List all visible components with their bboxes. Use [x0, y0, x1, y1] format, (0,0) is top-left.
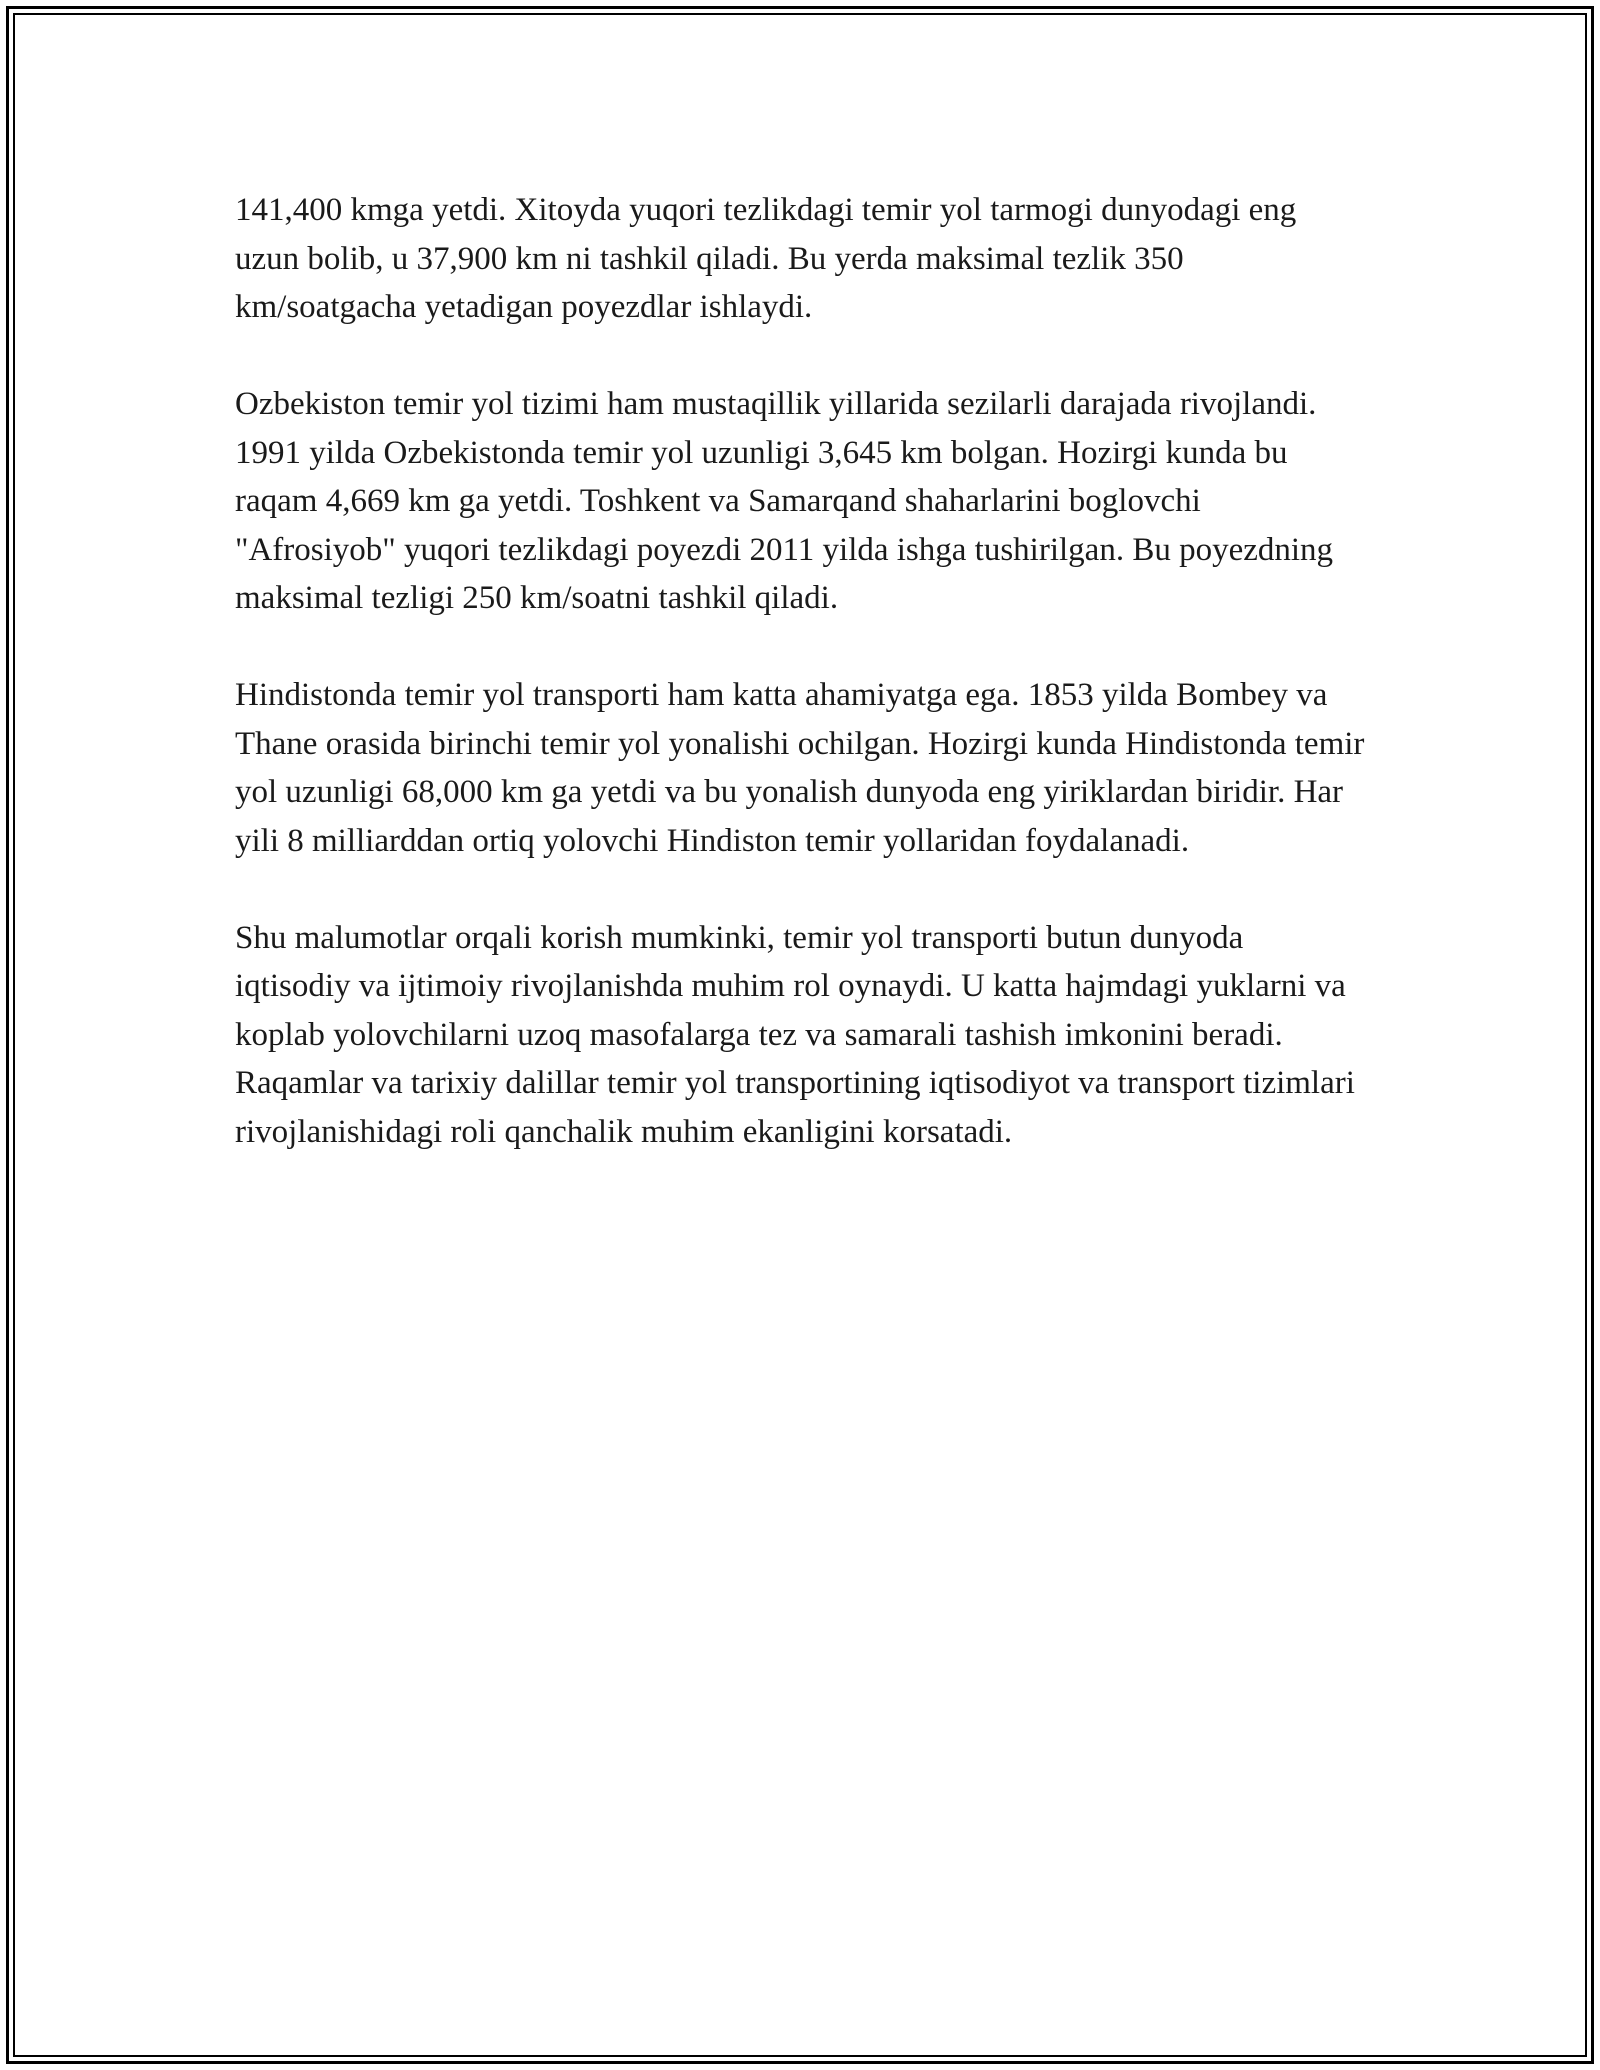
- paragraph-uzbekistan-railways: Ozbekiston temir yol tizimi ham mustaqillik yillarida sezilarli darajada rivojlandi. 1991 yilda Ozbekistonda temir yol uzunligi 3,645 km bolgan. Hozirgi kunda bu raqam 4,669 km ga yetdi. Toshkent va Samarqand shaharlarini boglovchi "Afrosiyob" yuqori tezlikdagi poyezdi 2011 yilda ishga tushirilgan. Bu poyezdning maksimal tezligi 250 km/soatni tashkil qiladi.: [235, 386, 1334, 616]
- paragraph-china-railways: 141,400 kmga yetdi. Xitoyda yuqori tezlikdagi temir yol tarmogi dunyodagi eng uzun bolib, u 37,900 km ni tashkil qiladi. Bu yerda maksimal tezlik 350 km/soatgacha yetadigan poyezdlar ishlaydi.: [235, 192, 1297, 325]
- paragraph-conclusion: Shu malumotlar orqali korish mumkinki, temir yol transporti butun dunyoda iqtisodiy va ijtimoiy rivojlanishda muhim rol oynaydi. U katta hajmdagi yuklarni va koplab yolovchilarni uzoq masofalarga tez va samarali tashish imkonini beradi. Raqamlar va tarixiy dalillar temir yol transportining iqtisodiyot va transport tizimlari rivojlanishidagi roli qanchalik muhim ekanligini korsatadi.: [235, 919, 1355, 1150]
- document-body: [235, 186, 1365, 1205]
- paragraph-india-railways: Hindistonda temir yol transporti ham katta ahamiyatga ega. 1853 yilda Bombey va Thane orasida birinchi temir yol yonalishi ochilgan. Hozirgi kunda Hindistonda temir yol uzunligi 68,000 km ga yetdi va bu yonalish dunyoda eng yiriklardan biridir. Har yili 8 milliarddan ortiq yolovchi Hindiston temir yollaridan foydalanadi.: [235, 677, 1365, 859]
